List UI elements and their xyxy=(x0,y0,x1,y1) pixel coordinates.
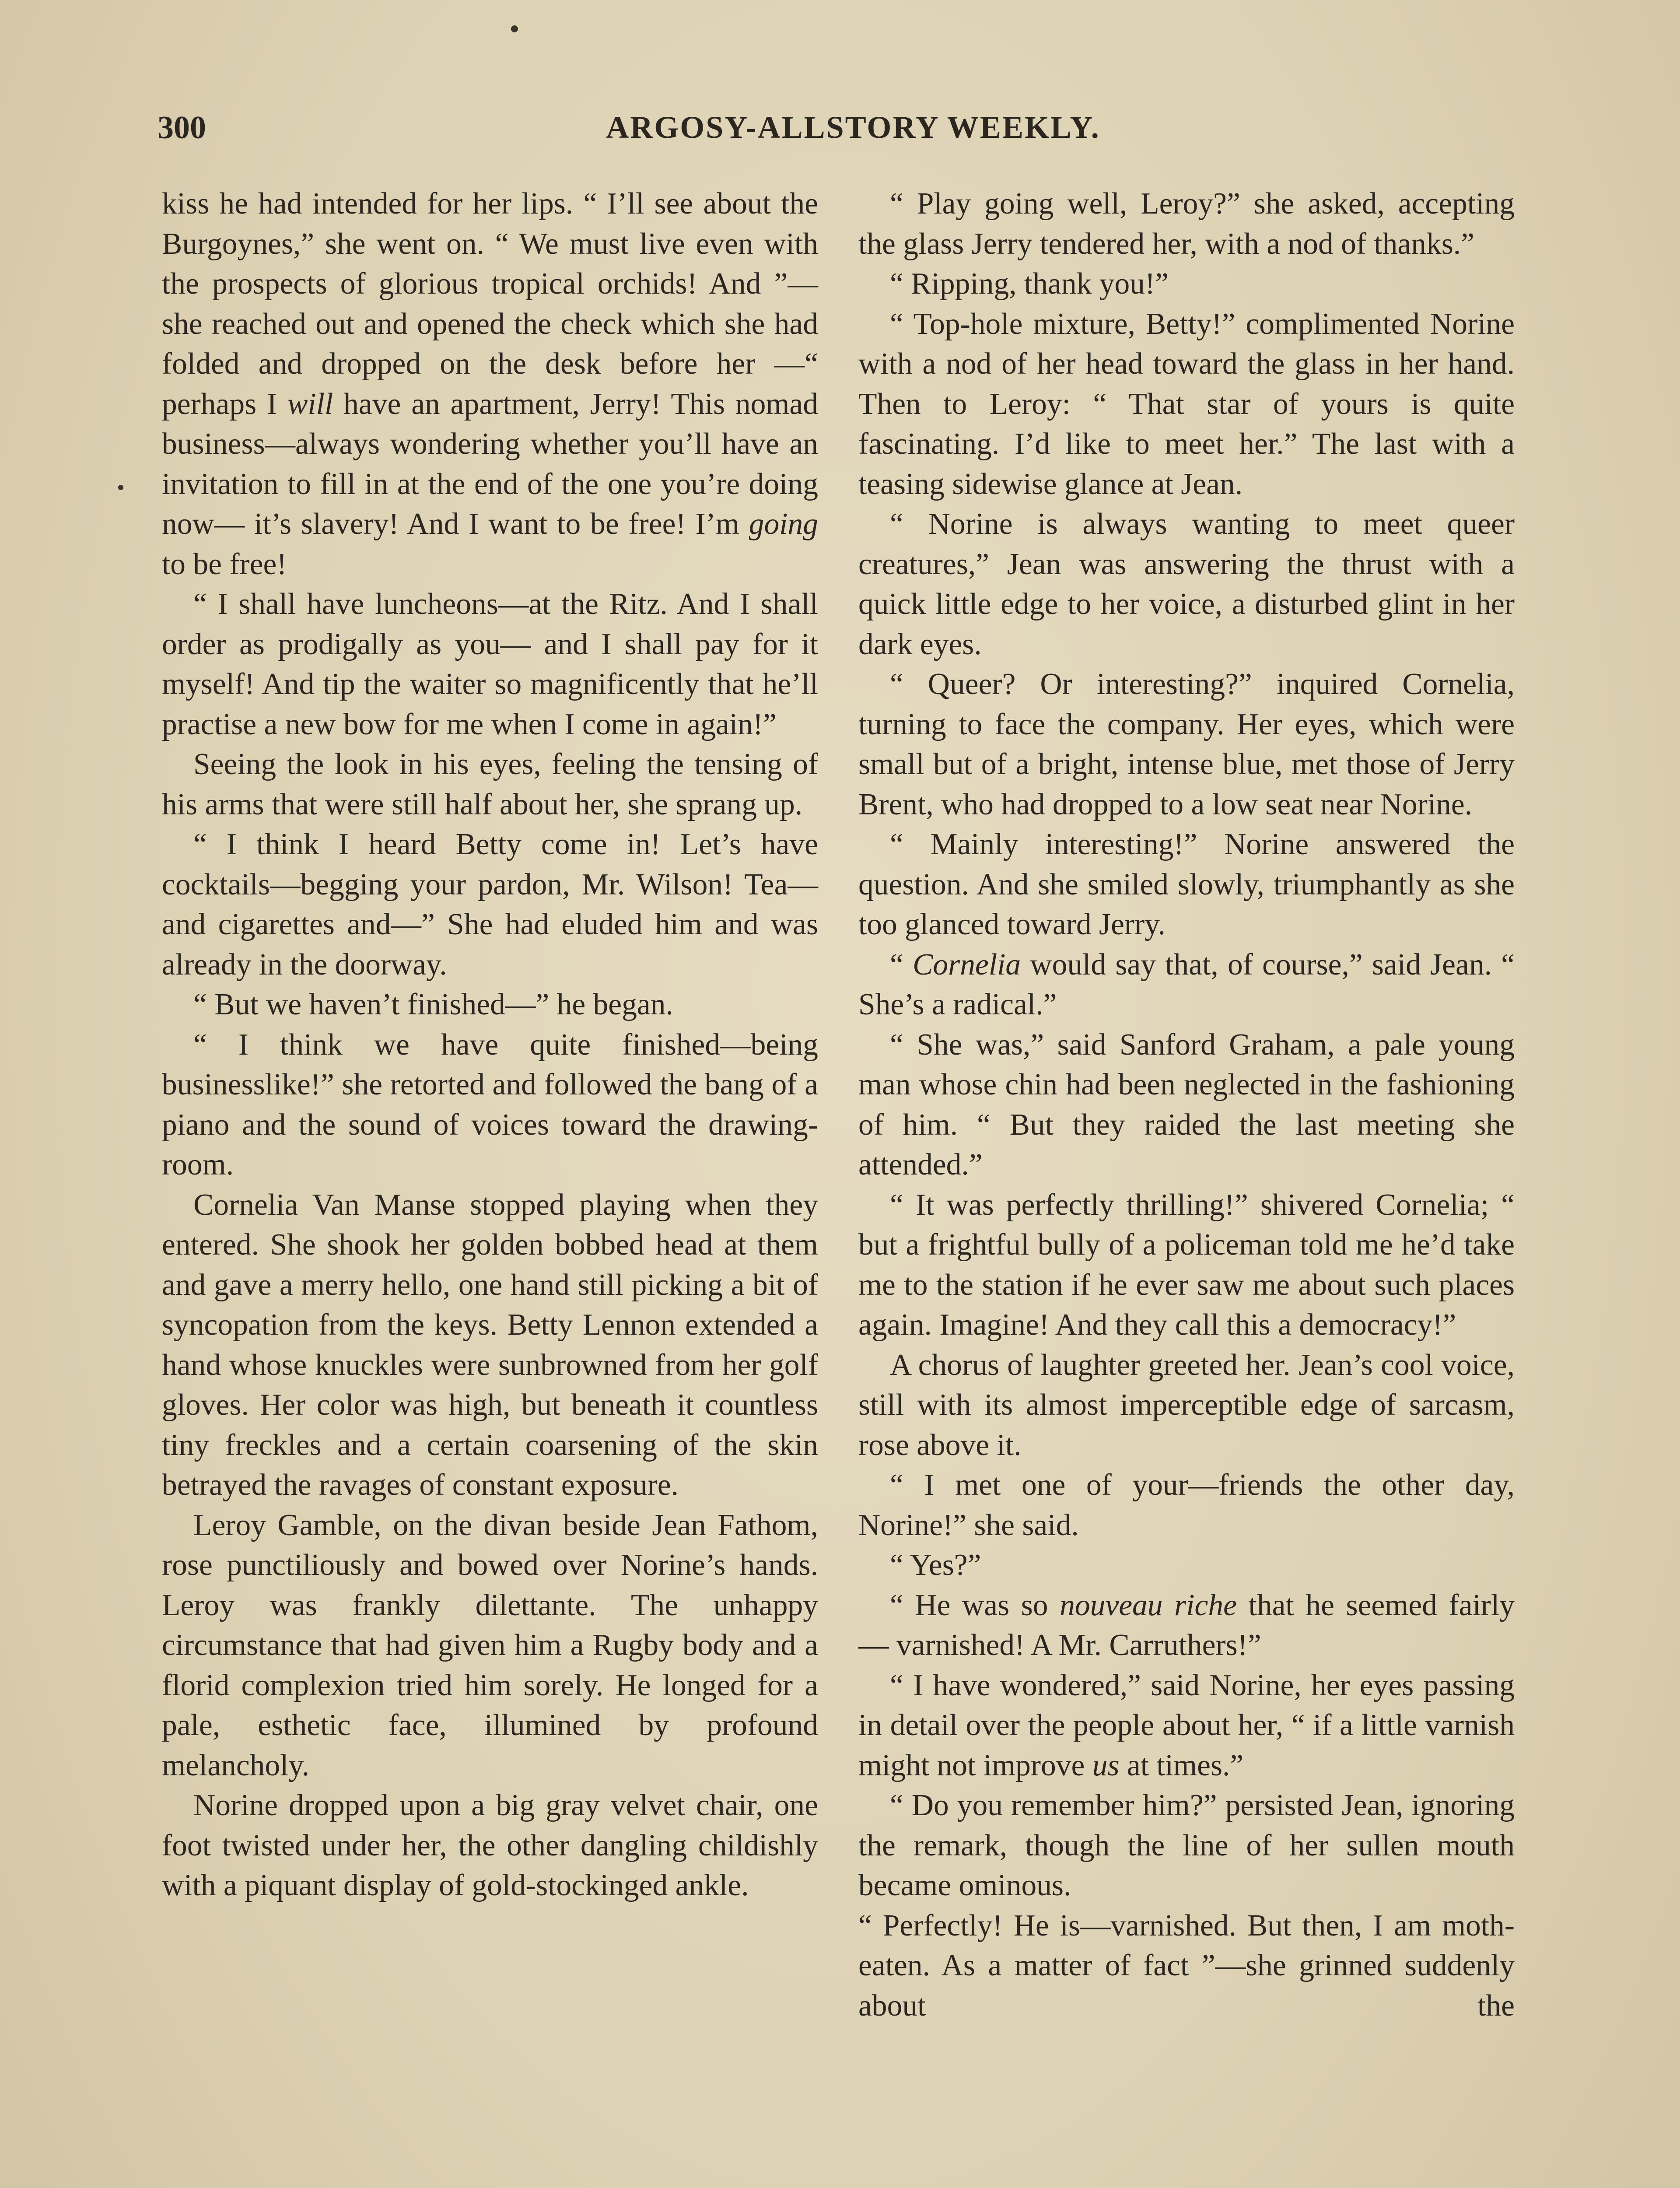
paragraph: “ I have wondered,” said Norine, her eyes passing in detail over the people about her, “ if a little varnish might not improve us at times.” xyxy=(858,1668,1515,1782)
paragraph: “ Play going well, Leroy?” she asked, accepting the glass Jerry tendered her, with a nod of thanks.” xyxy=(858,187,1515,261)
paragraph: “ Yes?” xyxy=(890,1548,981,1582)
paragraph: Leroy Gamble, on the divan beside Jean Fathom, rose punctiliously and bowed over Norine’s hands. Leroy was frankly dilettante. The unhappy circumstance that had given him a Rugby body and a florid complexion tried him sorely. He longed for a pale, esthetic face, illumined by profound melancholy. xyxy=(162,1508,818,1782)
paragraph: “ Cornelia would say that, of course,” said Jean. “ She’s a radical.” xyxy=(858,947,1515,1021)
paragraph: Seeing the look in his eyes, feeling the tensing of his arms that were still half about her, she sprang up. xyxy=(162,747,818,821)
paragraph: “ She was,” said Sanford Graham, a pale young man whose chin had been neglected in the fashioning of him. “ But they raided the last meeting she attended.” xyxy=(858,1027,1515,1182)
paragraph: “ I think we have quite finished—being businesslike!” she retorted and followed the bang of a piano and the sound of voices toward the drawing-room. xyxy=(162,1027,818,1182)
page-number: 300 xyxy=(158,110,206,146)
ink-speck xyxy=(118,485,123,490)
paragraph: “ Perfectly! He is—varnished. But then, I am moth-eaten. As a matter of fact ”—she grinned suddenly about the xyxy=(858,1908,1515,2023)
paragraph: “ I met one of your—friends the other day, Norine!” she said. xyxy=(858,1468,1515,1542)
paragraph: “ Queer? Or interesting?” inquired Cornelia, turning to face the company. Her eyes, which were small but of a bright, intense blue, met those of Jerry Brent, who had dropped to a low seat near Norine. xyxy=(858,667,1515,821)
right-column xyxy=(858,184,1515,2026)
paragraph: “ I think I heard Betty come in! Let’s have cocktails—begging your pardon, Mr. Wilson! Tea—and cigarettes and—” She had eluded him and was already in the doorway. xyxy=(162,828,818,982)
paragraph: “ It was perfectly thrilling!” shivered Cornelia; “ but a frightful bully of a policeman told me he’d take me to the station if he ever saw me about such places again. Imagine! And they call this a democracy!” xyxy=(858,1188,1515,1342)
paragraph: “ Ripping, thank you!” xyxy=(890,267,1169,301)
paragraph: “ Top-hole mixture, Betty!” complimented Norine with a nod of her head toward the glass in her hand. Then to Leroy: “ That star of yours is quite fascinating. I’d like to meet her.” The last with a teasing sidewise glance at Jean. xyxy=(858,307,1515,501)
paragraph: “ But we haven’t finished—” he began. xyxy=(193,988,673,1021)
running-head: ARGOSY-ALLSTORY WEEKLY. xyxy=(606,110,1100,145)
paragraph: “ Do you remember him?” persisted Jean, ignoring the remark, though the line of her sullen mouth became ominous. xyxy=(858,1788,1515,1902)
paragraph: kiss he had intended for her lips. “ I’ll see about the Burgoynes,” she went on. “ We must live even with the prospects of glorious tropical orchids! And ”—she reached out and opened the check which she had folded and dropped on the desk before her —“ perhaps I will have an apartment, Jerry! This nomad business—always wondering whether you’ll have an invitation to fill in at the end of the one you’re doing now— it’s slavery! And I want to be free! I’m going to be free! xyxy=(162,187,818,581)
paragraph: Norine dropped upon a big gray velvet chair, one foot twisted under her, the other dangling childishly with a piquant display of gold-stockinged ankle. xyxy=(162,1788,818,1902)
paragraph: “ Mainly interesting!” Norine answered the question. And she smiled slowly, triumphantly as she too glanced toward Jerry. xyxy=(858,828,1515,941)
left-column xyxy=(162,184,818,1906)
paragraph: “ Norine is always wanting to meet queer creatures,” Jean was answering the thrust with a quick little edge to her voice, a disturbed glint in her dark eyes. xyxy=(858,507,1515,661)
paragraph: Cornelia Van Manse stopped playing when they entered. She shook her golden bobbed head at them and gave a merry hello, one hand still picking a bit of syncopation from the keys. Betty Lennon extended a hand whose knuckles were sunbrowned from her golf gloves. Her color was high, but beneath it countless tiny freckles and a certain coarsening of the skin betrayed the ravages of constant exposure. xyxy=(162,1188,818,1502)
ink-speck xyxy=(511,25,518,32)
paragraph: “ He was so nouveau riche that he seemed fairly — varnished! A Mr. Carruthers!” xyxy=(858,1588,1515,1662)
paragraph: “ I shall have luncheons—at the Ritz. And I shall order as prodigally as you— and I shall pay for it myself! And tip the waiter so magnificently that he’ll practise a new bow for me when I come in again!” xyxy=(162,587,818,741)
paragraph: A chorus of laughter greeted her. Jean’s cool voice, still with its almost imperceptible edge of sarcasm, rose above it. xyxy=(858,1348,1515,1462)
page-header xyxy=(158,109,1549,158)
